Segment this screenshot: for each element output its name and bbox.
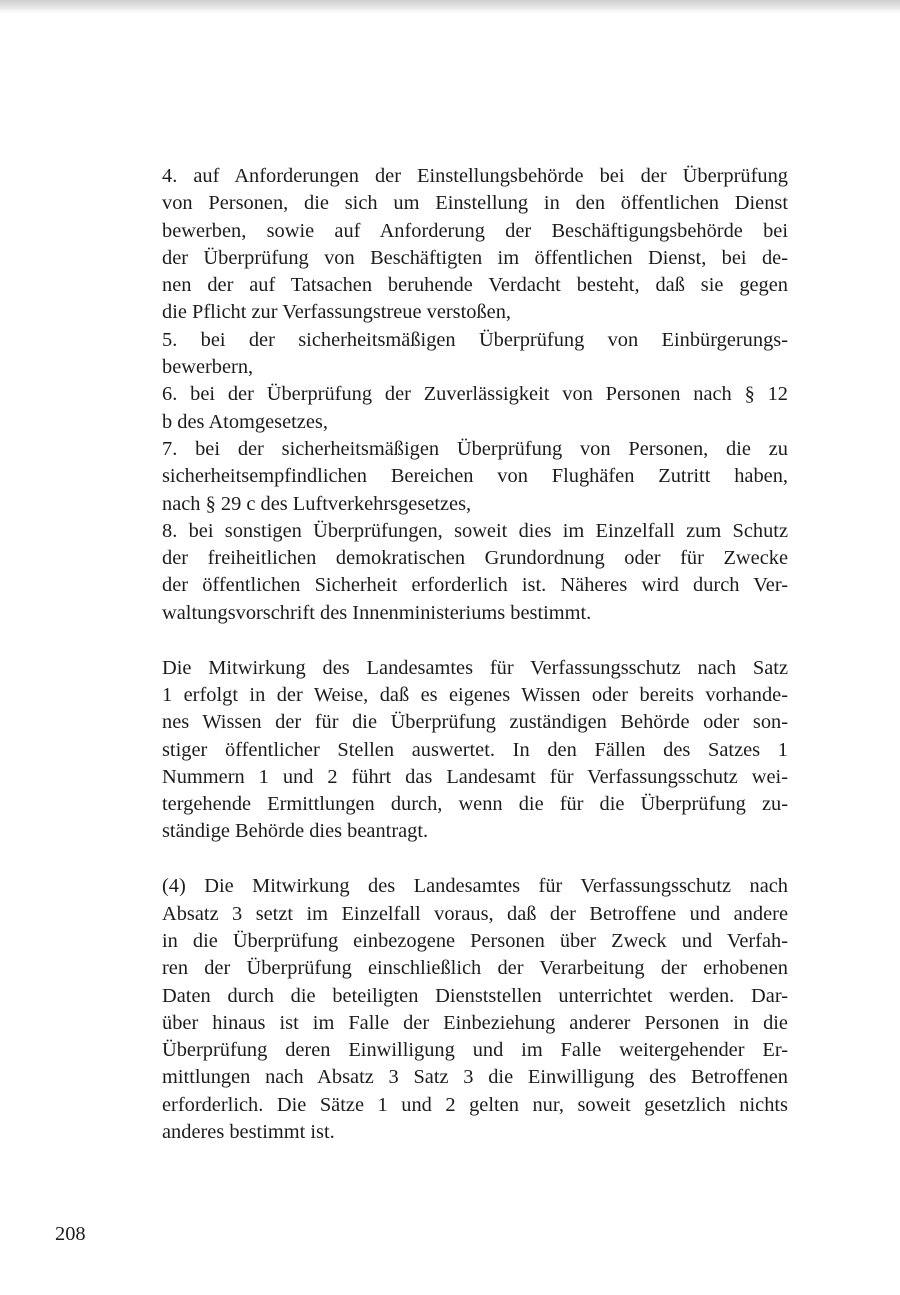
text-line: 5. bei der sicherheitsmäßigen Überprüfung von Einbürgerungs- — [162, 328, 788, 351]
text-line: ständige Behörde dies beantragt. — [162, 820, 429, 843]
text-line: der Überprüfung von Beschäftigten im öffentlichen Dienst, bei de- — [162, 246, 788, 269]
text-line: die Pflicht zur Verfassungstreue verstoßen, — [162, 301, 511, 324]
page-body — [162, 163, 788, 1146]
text-line: nes Wissen der für die Überprüfung zuständigen Behörde oder son- — [162, 711, 788, 734]
text-line: 1 erfolgt in der Weise, daß es eigenes Wissen oder bereits vorhande- — [162, 683, 788, 706]
text-line: nen der auf Tatsachen beruhende Verdacht besteht, daß sie gegen — [162, 274, 788, 297]
paragraph-gap — [162, 627, 788, 655]
text-line: Überprüfung deren Einwilligung und im Falle weitergehender Er- — [162, 1039, 788, 1062]
text-line: 6. bei der Überprüfung der Zuverlässigkeit von Personen nach § 12 — [162, 383, 788, 406]
text-line: ren der Überprüfung einschließlich der Verarbeitung der erhobenen — [162, 957, 788, 980]
text-line: Absatz 3 setzt im Einzelfall voraus, daß der Betroffene und andere — [162, 902, 788, 925]
text-line: (4) Die Mitwirkung des Landesamtes für Verfassungsschutz nach — [162, 875, 788, 898]
text-line: über hinaus ist im Falle der Einbeziehung anderer Personen in die — [162, 1011, 788, 1034]
text-line: erforderlich. Die Sätze 1 und 2 gelten nur, soweit gesetzlich nichts — [162, 1093, 788, 1116]
page-number: 208 — [55, 1223, 86, 1245]
text-line: stiger öffentlicher Stellen auswertet. In den Fällen des Satzes 1 — [162, 738, 788, 761]
text-line: bewerbern, — [162, 356, 254, 379]
text-line: sicherheitsempfindlichen Bereichen von Flughäfen Zutritt haben, — [162, 465, 788, 488]
text-line: anderes bestimmt ist. — [162, 1120, 335, 1143]
paragraph-mitwirkung — [162, 655, 788, 846]
list-continuation — [162, 163, 788, 627]
text-line: der öffentlichen Sicherheit erforderlich ist. Näheres wird durch Ver- — [162, 574, 788, 597]
text-line: 8. bei sonstigen Überprüfungen, soweit dies im Einzelfall zum Schutz — [162, 519, 788, 542]
paragraph-gap — [162, 846, 788, 874]
text-line: in die Überprüfung einbezogene Personen über Zweck und Verfah- — [162, 929, 788, 952]
text-line: Die Mitwirkung des Landesamtes für Verfassungsschutz nach Satz — [162, 656, 788, 679]
text-line: nach § 29 c des Luftverkehrsgesetzes, — [162, 492, 472, 515]
text-line: bewerben, sowie auf Anforderung der Beschäftigungsbehörde bei — [162, 219, 788, 242]
text-line: 4. auf Anforderungen der Einstellungsbehörde bei der Überprüfung — [162, 165, 788, 187]
text-line: 7. bei der sicherheitsmäßigen Überprüfung von Personen, die zu — [162, 437, 788, 460]
text-line: der freiheitlichen demokratischen Grundordnung oder für Zwecke — [162, 547, 788, 570]
text-line: von Personen, die sich um Einstellung in den öffentlichen Dienst — [162, 192, 788, 215]
text-line: Daten durch die beteiligten Dienststellen unterrichtet werden. Dar- — [162, 984, 788, 1007]
text-line: mittlungen nach Absatz 3 Satz 3 die Einwilligung des Betroffenen — [162, 1066, 788, 1089]
scan-top-edge — [0, 0, 900, 14]
paragraph-4 — [162, 873, 788, 1146]
text-line: waltungsvorschrift des Innenministeriums bestimmt. — [162, 601, 592, 624]
text-line: b des Atomgesetzes, — [162, 410, 328, 433]
text-line: tergehende Ermittlungen durch, wenn die für die Überprüfung zu- — [162, 793, 788, 816]
text-line: Nummern 1 und 2 führt das Landesamt für Verfassungsschutz wei- — [162, 765, 788, 788]
